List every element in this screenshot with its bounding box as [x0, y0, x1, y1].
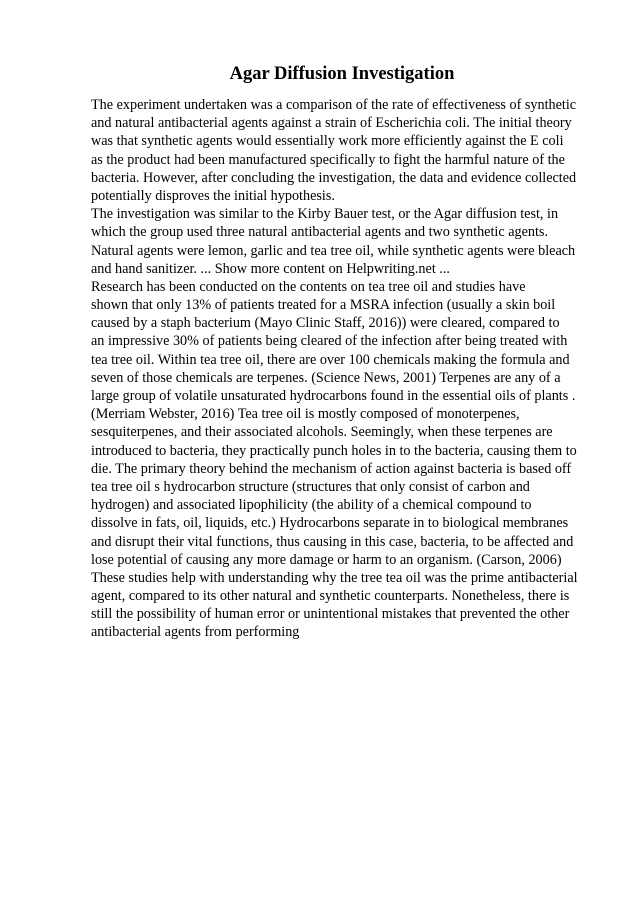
body-text-line: tea tree oil s hydrocarbon structure (structures that only consist of carbon and	[91, 478, 530, 495]
body-text-line: agent, compared to its other natural and synthetic counterparts. Nonetheless, there is	[91, 588, 570, 605]
body-text-line: as the product had been manufactured specifically to fight the harmful nature of the	[91, 151, 565, 168]
body-text-line: potentially disproves the initial hypothesis.	[91, 187, 335, 204]
body-text-line: introduced to bacteria, they practically punch holes in to the bacteria, causing them to	[91, 442, 577, 459]
body-text-line: which the group used three natural antibacterial agents and two synthetic agents.	[91, 224, 548, 241]
body-text-line: tea tree oil. Within tea tree oil, there are over 100 chemicals making the formula and	[91, 351, 570, 368]
body-text-line: still the possibility of human error or unintentional mistakes that prevented the other	[91, 606, 570, 623]
body-text-line: and natural antibacterial agents against a strain of Escherichia coli. The initial theory	[91, 115, 572, 132]
body-text-line: bacteria. However, after concluding the investigation, the data and evidence collected	[91, 169, 577, 186]
body-text-line: caused by a staph bacterium (Mayo Clinic Staff, 2016)) were cleared, compared to	[91, 315, 560, 332]
body-text-line: Natural agents were lemon, garlic and tea tree oil, while synthetic agents were bleach	[91, 242, 576, 259]
body-text-line: Research has been conducted on the contents on tea tree oil and studies have	[91, 278, 526, 295]
body-text-line: was that synthetic agents would essentially work more efficiently against the E coli	[91, 133, 564, 150]
document-title: Agar Diffusion Investigation	[229, 64, 455, 84]
body-text-line: an impressive 30% of patients being cleared of the infection after being treated with	[91, 333, 568, 350]
body-text-line: antibacterial agents from performing	[91, 624, 300, 641]
body-text-line: dissolve in fats, oil, liquids, etc.) Hydrocarbons separate in to biological membranes	[91, 515, 569, 532]
body-text-line: shown that only 13% of patients treated for a MSRA infection (usually a skin boil	[91, 297, 556, 314]
body-text-line: large group of volatile unsaturated hydrocarbons found in the essential oils of plants .	[91, 388, 576, 404]
body-text-line: hydrogen) and associated lipophilicity (the ability of a chemical compound to	[91, 497, 532, 514]
body-text-line: and hand sanitizer. ... Show more content on Helpwriting.net ...	[91, 260, 450, 277]
body-text-line: lose potential of causing any more damage or harm to an organism. (Carson, 2006)	[91, 551, 562, 568]
body-text-line: sesquiterpenes, and their associated alcohols. Seemingly, when these terpenes are	[91, 424, 553, 441]
body-text-line: (Merriam Webster, 2016) Tea tree oil is mostly composed of monoterpenes,	[91, 406, 520, 423]
body-text-line: These studies help with understanding why the tree tea oil was the prime antibacterial	[91, 569, 578, 586]
body-text-line: seven of those chemicals are terpenes. (Science News, 2001) Terpenes are any of a	[91, 369, 561, 386]
document-body	[91, 96, 611, 642]
body-text-line: The investigation was similar to the Kirby Bauer test, or the Agar diffusion test, in	[91, 206, 559, 223]
body-text-line: die. The primary theory behind the mechanism of action against bacteria is based off	[91, 460, 572, 477]
body-text-line: and disrupt their vital functions, thus causing in this case, bacteria, to be affected and	[91, 533, 574, 550]
body-text-line: The experiment undertaken was a comparison of the rate of effectiveness of synthetic	[91, 97, 577, 113]
